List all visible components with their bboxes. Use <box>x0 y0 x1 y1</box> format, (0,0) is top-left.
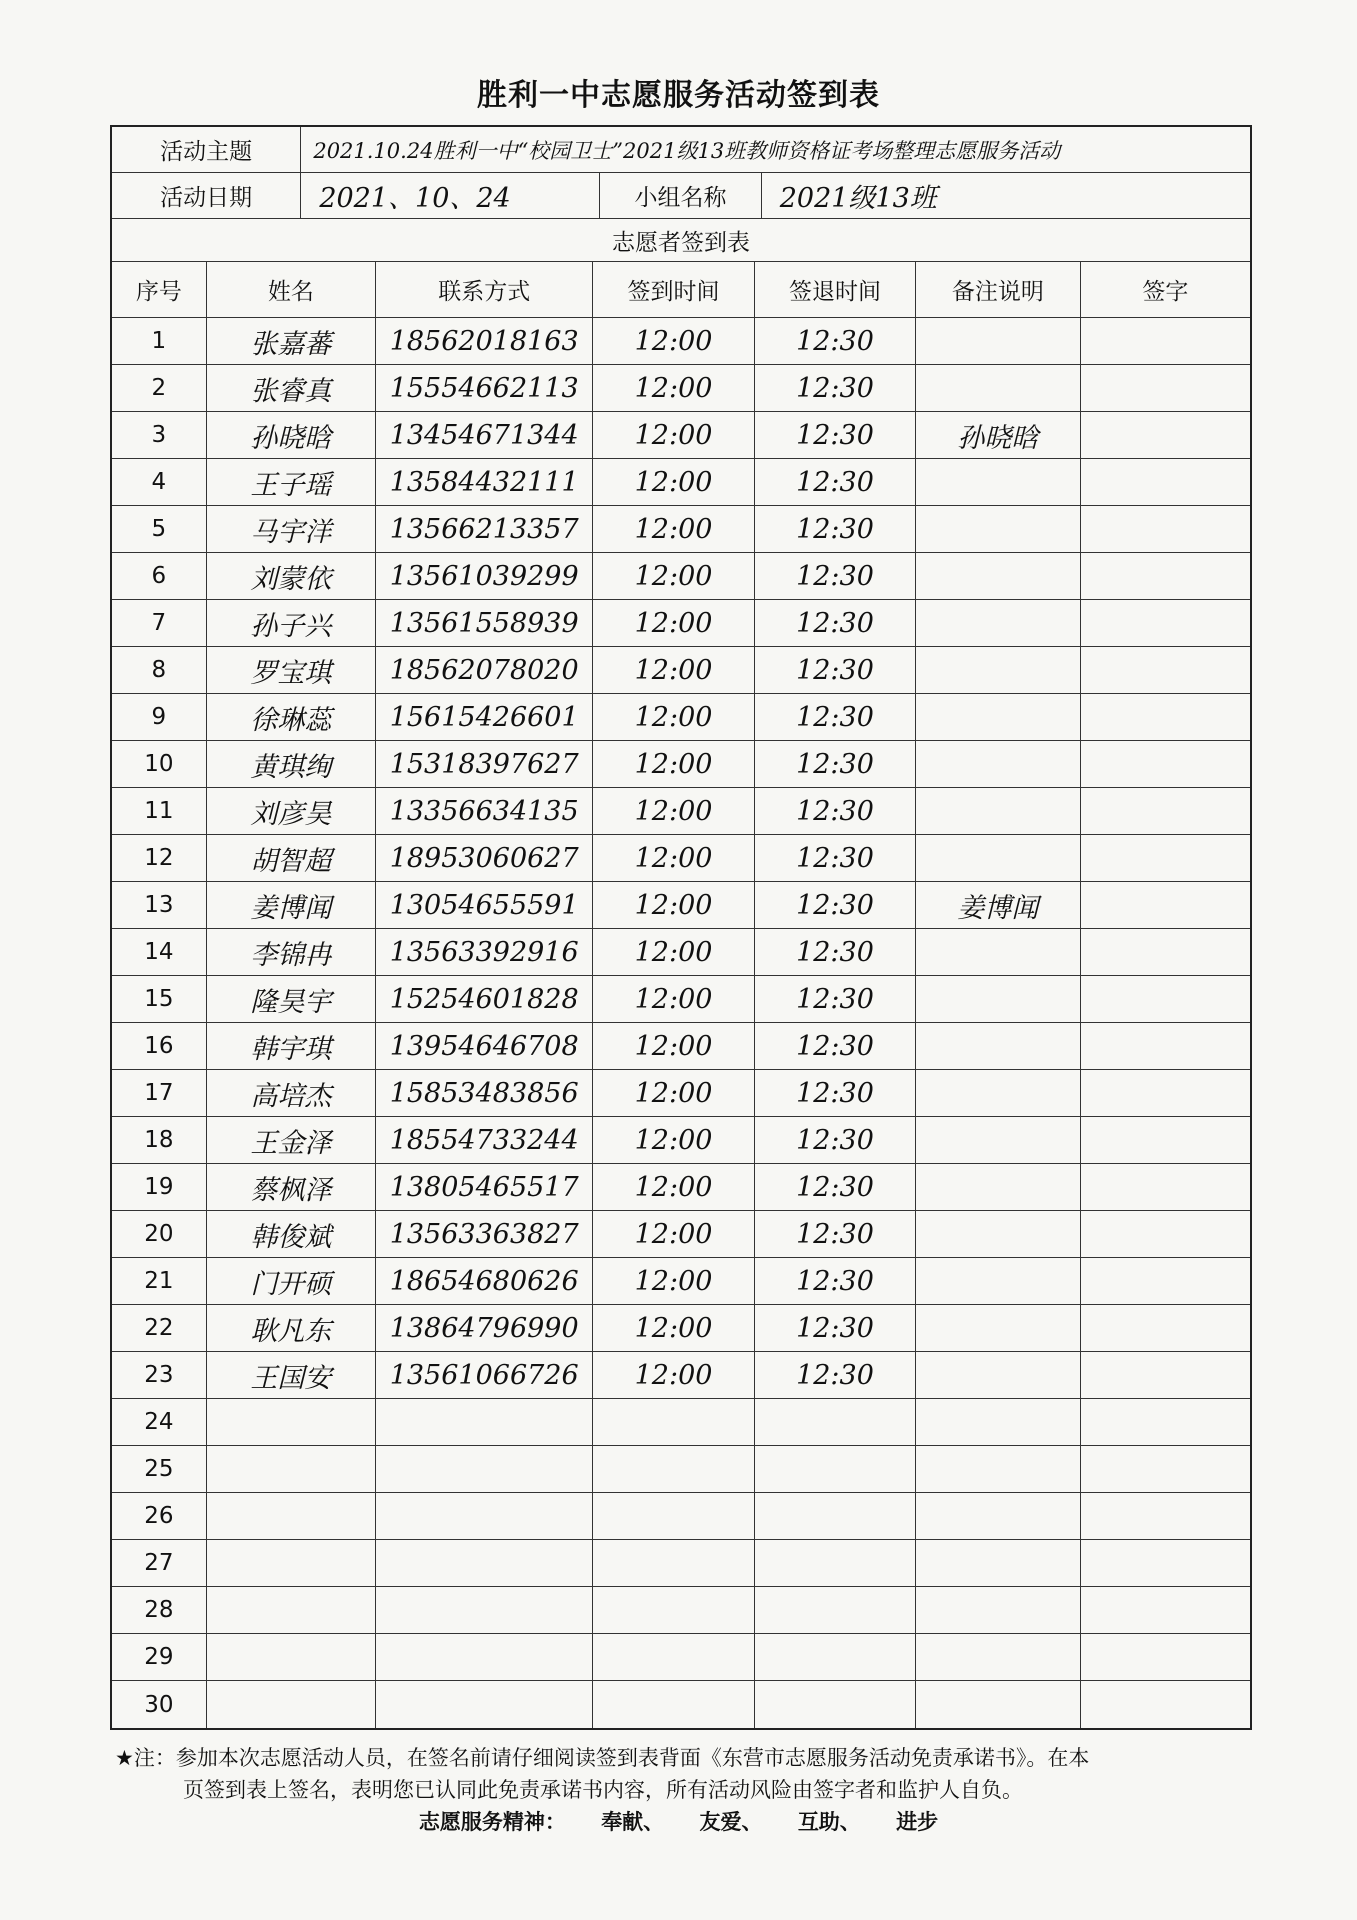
checkout-cell <box>755 1493 916 1539</box>
table-row <box>112 1164 1250 1211</box>
name-cell: 罗宝琪 <box>207 647 376 693</box>
checkin-cell: 12:00 <box>593 553 754 599</box>
name-cell <box>207 1540 376 1586</box>
note-cell <box>916 788 1080 834</box>
checkin-cell: 12:00 <box>593 1258 754 1304</box>
checkout-cell: 12:30 <box>755 412 916 458</box>
row-number: 1 <box>112 318 207 364</box>
note-cell <box>916 1399 1080 1445</box>
checkin-cell: 12:00 <box>593 741 754 787</box>
checkout-cell: 12:30 <box>755 1117 916 1163</box>
name-cell: 马宇洋 <box>207 506 376 552</box>
sign-cell <box>1081 1023 1250 1069</box>
checkout-cell: 12:30 <box>755 1070 916 1116</box>
table-row <box>112 1399 1250 1446</box>
note-cell <box>916 506 1080 552</box>
checkin-cell <box>593 1446 754 1492</box>
checkin-cell: 12:00 <box>593 788 754 834</box>
row-number: 7 <box>112 600 207 646</box>
phone-cell: 18953060627 <box>376 835 593 881</box>
row-number: 2 <box>112 365 207 411</box>
table-row <box>112 1493 1250 1540</box>
phone-cell: 13054655591 <box>376 882 593 928</box>
checkin-cell: 12:00 <box>593 882 754 928</box>
sign-cell <box>1081 1446 1250 1492</box>
name-cell: 李锦冉 <box>207 929 376 975</box>
name-cell: 张睿真 <box>207 365 376 411</box>
name-cell <box>207 1634 376 1680</box>
checkout-cell: 12:30 <box>755 1352 916 1398</box>
table-row <box>112 1211 1250 1258</box>
sign-cell <box>1081 506 1250 552</box>
name-cell: 徐琳蕊 <box>207 694 376 740</box>
phone-cell: 13356634135 <box>376 788 593 834</box>
table-row <box>112 459 1250 506</box>
checkin-cell: 12:00 <box>593 506 754 552</box>
section-row <box>112 219 1250 262</box>
phone-cell <box>376 1399 593 1445</box>
sign-cell <box>1081 1399 1250 1445</box>
sign-cell <box>1081 741 1250 787</box>
table-row <box>112 647 1250 694</box>
phone-cell <box>376 1587 593 1633</box>
checkin-cell <box>593 1634 754 1680</box>
name-cell <box>207 1587 376 1633</box>
phone-cell: 13954646708 <box>376 1023 593 1069</box>
checkin-cell: 12:00 <box>593 1211 754 1257</box>
sign-cell <box>1081 1117 1250 1163</box>
sign-cell <box>1081 929 1250 975</box>
col-header-sign: 签字 <box>1142 279 1189 305</box>
col-header-phone: 联系方式 <box>376 262 593 317</box>
checkout-cell: 12:30 <box>755 835 916 881</box>
phone-cell: 18554733244 <box>376 1117 593 1163</box>
table-row <box>112 788 1250 835</box>
sign-cell <box>1081 1493 1250 1539</box>
row-number: 21 <box>112 1258 207 1304</box>
table-row <box>112 365 1250 412</box>
note-cell: 孙晓晗 <box>916 412 1080 458</box>
row-number: 24 <box>112 1399 207 1445</box>
row-number: 30 <box>112 1681 207 1728</box>
name-cell: 韩俊斌 <box>207 1211 376 1257</box>
name-cell: 黄琪绚 <box>207 741 376 787</box>
note-cell <box>916 365 1080 411</box>
sign-cell <box>1081 1305 1250 1351</box>
phone-cell: 13561066726 <box>376 1352 593 1398</box>
checkout-cell <box>755 1446 916 1492</box>
checkout-cell: 12:30 <box>755 459 916 505</box>
sign-cell <box>1081 318 1250 364</box>
row-number: 15 <box>112 976 207 1022</box>
date-value: 2021、10、24 <box>301 173 600 218</box>
table-row <box>112 1634 1250 1681</box>
date-label: 活动日期 <box>112 173 301 218</box>
phone-cell: 13566213357 <box>376 506 593 552</box>
table-row <box>112 1352 1250 1399</box>
note-cell <box>916 741 1080 787</box>
phone-cell: 13805465517 <box>376 1164 593 1210</box>
checkin-cell: 12:00 <box>593 365 754 411</box>
row-number: 23 <box>112 1352 207 1398</box>
phone-cell: 13454671344 <box>376 412 593 458</box>
checkin-cell: 12:00 <box>593 1164 754 1210</box>
checkin-cell: 12:00 <box>593 1352 754 1398</box>
checkout-cell: 12:30 <box>755 600 916 646</box>
volunteer-spirit <box>0 1806 1357 1836</box>
note-cell <box>916 1305 1080 1351</box>
spirit-label: 志愿服务精神： <box>418 1810 566 1834</box>
row-number: 18 <box>112 1117 207 1163</box>
row-number: 13 <box>112 882 207 928</box>
row-number: 5 <box>112 506 207 552</box>
checkin-cell <box>593 1681 754 1728</box>
sign-cell <box>1081 600 1250 646</box>
note-cell <box>916 600 1080 646</box>
checkout-cell: 12:30 <box>755 976 916 1022</box>
phone-cell: 13864796990 <box>376 1305 593 1351</box>
name-cell: 王金泽 <box>207 1117 376 1163</box>
row-number: 12 <box>112 835 207 881</box>
table-row <box>112 1305 1250 1352</box>
checkout-cell: 12:30 <box>755 1164 916 1210</box>
name-cell <box>207 1681 376 1728</box>
checkout-cell <box>755 1540 916 1586</box>
sign-cell <box>1081 553 1250 599</box>
phone-cell: 13561558939 <box>376 600 593 646</box>
note-cell <box>916 835 1080 881</box>
checkout-cell: 12:30 <box>755 365 916 411</box>
checkin-cell <box>593 1587 754 1633</box>
theme-row <box>112 127 1250 173</box>
row-number: 11 <box>112 788 207 834</box>
phone-cell: 18562078020 <box>376 647 593 693</box>
table-row <box>112 882 1250 929</box>
row-number: 17 <box>112 1070 207 1116</box>
sign-cell <box>1081 459 1250 505</box>
col-header-note: 备注说明 <box>916 262 1080 317</box>
row-number: 16 <box>112 1023 207 1069</box>
name-cell: 孙子兴 <box>207 600 376 646</box>
checkin-cell: 12:00 <box>593 647 754 693</box>
name-cell: 姜博闻 <box>207 882 376 928</box>
sign-cell <box>1081 1352 1250 1398</box>
spirit-value: 互助、 <box>797 1810 861 1834</box>
date-group-row <box>112 173 1250 219</box>
note-cell <box>916 553 1080 599</box>
checkin-cell: 12:00 <box>593 459 754 505</box>
table-row <box>112 1070 1250 1117</box>
sign-cell <box>1081 647 1250 693</box>
name-cell: 孙晓晗 <box>207 412 376 458</box>
phone-cell <box>376 1446 593 1492</box>
checkout-cell: 12:30 <box>755 647 916 693</box>
table-row <box>112 553 1250 600</box>
row-number: 8 <box>112 647 207 693</box>
sign-cell <box>1081 1211 1250 1257</box>
note-cell <box>916 694 1080 740</box>
phone-cell: 13561039299 <box>376 553 593 599</box>
note-cell <box>916 1587 1080 1633</box>
note-cell <box>916 1540 1080 1586</box>
page-title: 胜利一中志愿服务活动签到表 <box>477 78 880 113</box>
group-label: 小组名称 <box>600 173 761 218</box>
footnote-line-2: 页签到表上签名，表明您已认同此免责承诺书内容，所有活动风险由签字者和监护人自负。 <box>183 1778 1023 1802</box>
phone-cell <box>376 1493 593 1539</box>
note-cell <box>916 1117 1080 1163</box>
row-number: 10 <box>112 741 207 787</box>
checkout-cell: 12:30 <box>755 882 916 928</box>
sign-cell <box>1081 1634 1250 1680</box>
checkin-cell: 12:00 <box>593 1117 754 1163</box>
checkout-cell: 12:30 <box>755 1258 916 1304</box>
checkout-cell: 12:30 <box>755 694 916 740</box>
table-row <box>112 741 1250 788</box>
name-cell: 刘蒙依 <box>207 553 376 599</box>
checkout-cell: 12:30 <box>755 318 916 364</box>
sign-cell <box>1081 1540 1250 1586</box>
sign-cell <box>1081 1681 1250 1728</box>
checkout-cell: 12:30 <box>755 741 916 787</box>
phone-cell: 18562018163 <box>376 318 593 364</box>
phone-cell <box>376 1540 593 1586</box>
sign-cell <box>1081 694 1250 740</box>
table-row <box>112 318 1250 365</box>
checkin-cell: 12:00 <box>593 412 754 458</box>
phone-cell: 15615426601 <box>376 694 593 740</box>
checkin-cell: 12:00 <box>593 318 754 364</box>
table-row <box>112 506 1250 553</box>
note-cell <box>916 1211 1080 1257</box>
table-row <box>112 1540 1250 1587</box>
row-number: 14 <box>112 929 207 975</box>
spirit-value: 友爱、 <box>699 1810 763 1834</box>
checkout-cell <box>755 1634 916 1680</box>
phone-cell: 13563392916 <box>376 929 593 975</box>
note-cell <box>916 1446 1080 1492</box>
note-cell <box>916 1164 1080 1210</box>
table-row <box>112 694 1250 741</box>
sign-cell <box>1081 412 1250 458</box>
note-cell <box>916 929 1080 975</box>
phone-cell: 15853483856 <box>376 1070 593 1116</box>
table-header <box>112 262 1250 318</box>
name-cell: 王国安 <box>207 1352 376 1398</box>
sign-in-sheet <box>110 125 1252 1730</box>
note-cell <box>916 1070 1080 1116</box>
sign-cell <box>1081 1164 1250 1210</box>
sign-cell <box>1081 976 1250 1022</box>
theme-label: 活动主题 <box>112 127 301 172</box>
col-header-checkout: 签退时间 <box>755 262 916 317</box>
note-cell <box>916 1681 1080 1728</box>
checkin-cell: 12:00 <box>593 600 754 646</box>
name-cell: 王子瑶 <box>207 459 376 505</box>
name-cell: 刘彦昊 <box>207 788 376 834</box>
note-cell: 姜博闻 <box>916 882 1080 928</box>
checkin-cell: 12:00 <box>593 929 754 975</box>
sign-cell <box>1081 1070 1250 1116</box>
theme-value: 2021.10.24胜利一中“校园卫士”2021级13班教师资格证考场整理志愿服务活动 <box>313 138 1061 163</box>
phone-cell: 15254601828 <box>376 976 593 1022</box>
name-cell: 隆昊宇 <box>207 976 376 1022</box>
checkout-cell: 12:30 <box>755 506 916 552</box>
name-cell: 胡智超 <box>207 835 376 881</box>
row-number: 29 <box>112 1634 207 1680</box>
checkin-cell: 12:00 <box>593 694 754 740</box>
row-number: 28 <box>112 1587 207 1633</box>
table-row <box>112 1258 1250 1305</box>
table-row <box>112 976 1250 1023</box>
footnote <box>115 1742 1245 1806</box>
phone-cell: 13584432111 <box>376 459 593 505</box>
row-number: 19 <box>112 1164 207 1210</box>
table-row <box>112 835 1250 882</box>
note-cell <box>916 1493 1080 1539</box>
checkout-cell: 12:30 <box>755 553 916 599</box>
row-number: 25 <box>112 1446 207 1492</box>
note-cell <box>916 647 1080 693</box>
footnote-line-1: ★注：参加本次志愿活动人员，在签名前请仔细阅读签到表背面《东营市志愿服务活动免责承诺书》。在本 <box>115 1746 1090 1770</box>
checkout-cell: 12:30 <box>755 1211 916 1257</box>
phone-cell: 18654680626 <box>376 1258 593 1304</box>
note-cell <box>916 1634 1080 1680</box>
checkin-cell: 12:00 <box>593 835 754 881</box>
row-number: 20 <box>112 1211 207 1257</box>
row-number: 3 <box>112 412 207 458</box>
checkin-cell <box>593 1399 754 1445</box>
name-cell <box>207 1446 376 1492</box>
checkout-cell: 12:30 <box>755 788 916 834</box>
row-number: 6 <box>112 553 207 599</box>
col-header-no: 序号 <box>112 262 207 317</box>
phone-cell: 15554662113 <box>376 365 593 411</box>
row-number: 26 <box>112 1493 207 1539</box>
checkout-cell: 12:30 <box>755 1305 916 1351</box>
name-cell: 韩宇琪 <box>207 1023 376 1069</box>
note-cell <box>916 459 1080 505</box>
note-cell <box>916 976 1080 1022</box>
row-number: 4 <box>112 459 207 505</box>
spirit-value: 奉献、 <box>601 1810 665 1834</box>
name-cell <box>207 1493 376 1539</box>
table-row <box>112 1446 1250 1493</box>
checkout-cell: 12:30 <box>755 1023 916 1069</box>
note-cell <box>916 1352 1080 1398</box>
table-row <box>112 929 1250 976</box>
note-cell <box>916 1258 1080 1304</box>
phone-cell <box>376 1681 593 1728</box>
checkin-cell: 12:00 <box>593 1070 754 1116</box>
table-row <box>112 1681 1250 1728</box>
table-body <box>112 318 1250 1728</box>
note-cell <box>916 1023 1080 1069</box>
sign-cell <box>1081 835 1250 881</box>
phone-cell: 13563363827 <box>376 1211 593 1257</box>
col-header-name: 姓名 <box>207 262 376 317</box>
spirit-value: 进步 <box>896 1810 939 1834</box>
sign-cell <box>1081 1258 1250 1304</box>
name-cell: 高培杰 <box>207 1070 376 1116</box>
phone-cell <box>376 1634 593 1680</box>
phone-cell: 15318397627 <box>376 741 593 787</box>
checkout-cell: 12:30 <box>755 929 916 975</box>
checkout-cell <box>755 1587 916 1633</box>
checkout-cell <box>755 1681 916 1728</box>
name-cell <box>207 1399 376 1445</box>
row-number: 27 <box>112 1540 207 1586</box>
checkin-cell <box>593 1493 754 1539</box>
group-value: 2021级13班 <box>779 183 937 214</box>
note-cell <box>916 318 1080 364</box>
table-row <box>112 600 1250 647</box>
checkin-cell: 12:00 <box>593 1305 754 1351</box>
name-cell: 门开硕 <box>207 1258 376 1304</box>
table-row <box>112 1023 1250 1070</box>
section-title: 志愿者签到表 <box>612 229 750 256</box>
col-header-checkin: 签到时间 <box>593 262 754 317</box>
checkin-cell <box>593 1540 754 1586</box>
table-row <box>112 1587 1250 1634</box>
checkout-cell <box>755 1399 916 1445</box>
sign-cell <box>1081 1587 1250 1633</box>
sign-cell <box>1081 365 1250 411</box>
name-cell: 张嘉蕃 <box>207 318 376 364</box>
sign-cell <box>1081 882 1250 928</box>
row-number: 9 <box>112 694 207 740</box>
name-cell: 耿凡东 <box>207 1305 376 1351</box>
row-number: 22 <box>112 1305 207 1351</box>
checkin-cell: 12:00 <box>593 976 754 1022</box>
checkin-cell: 12:00 <box>593 1023 754 1069</box>
table-row <box>112 412 1250 459</box>
table-row <box>112 1117 1250 1164</box>
name-cell: 蔡枫泽 <box>207 1164 376 1210</box>
sign-cell <box>1081 788 1250 834</box>
